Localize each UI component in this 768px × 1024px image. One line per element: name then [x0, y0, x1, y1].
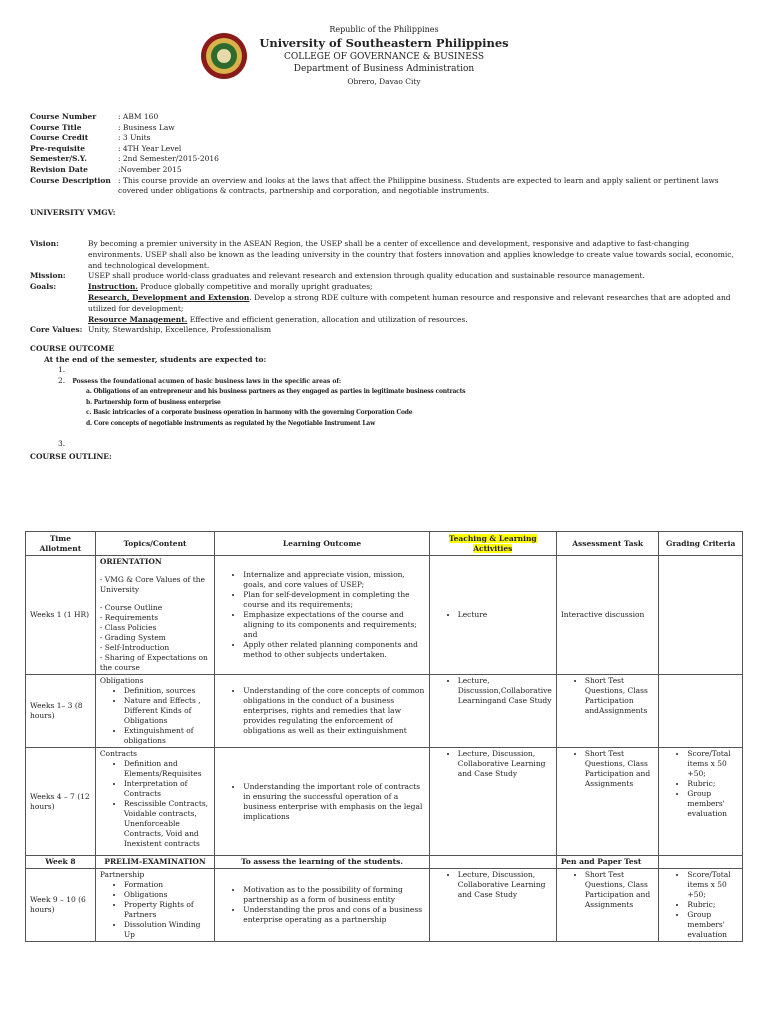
vmgv-section — [30, 239, 742, 336]
list-item: • Short Test Questions, Class Participation and Assignments — [585, 870, 655, 910]
goal-instruction — [88, 282, 742, 293]
col-header: Topics/Content — [95, 532, 214, 556]
core-values-label: Core Values: — [30, 325, 83, 335]
time-cell: Week 9 – 10 (6 hours) — [26, 869, 96, 942]
topic-line: - Grading System — [99, 633, 166, 642]
activity-cell — [429, 869, 556, 942]
mission-row — [30, 271, 742, 282]
course-outcome-intro: At the end of the semester, students are expected to: — [44, 354, 267, 364]
list-item: • Rubric; — [687, 900, 738, 910]
time-cell: Weeks 1 (1 HR) — [26, 556, 96, 675]
info-value: : Business Law — [118, 122, 175, 132]
table-row — [26, 748, 743, 856]
activity-cell — [429, 675, 556, 748]
activity-cell — [429, 856, 556, 869]
highlighted-header: Teaching & Learning Activities — [448, 533, 537, 553]
university-name: University of Southeastern Philippines — [259, 36, 509, 50]
info-label: Revision Date — [30, 164, 88, 174]
spacer — [30, 315, 88, 326]
topic-head: Contracts — [99, 749, 138, 758]
info-row — [30, 144, 742, 155]
info-label: Semester/S.Y. — [30, 154, 87, 164]
grading-cell — [659, 869, 743, 942]
info-row — [30, 112, 742, 123]
info-label: Course Number — [30, 112, 97, 121]
goal-instruction-text: Produce globally competitive and morally upright graduates; — [138, 282, 373, 292]
outcome-cell — [215, 675, 429, 748]
core-values-text: Unity, Stewardship, Excellence, Professionalism — [88, 325, 271, 335]
list-item: • Lecture — [458, 610, 552, 620]
outcome-cell: To assess the learning of the students. — [215, 856, 429, 869]
vision-label: Vision: — [30, 239, 59, 248]
grading-cell — [659, 675, 743, 748]
outcome-cell — [215, 748, 429, 856]
col-header: Time Allotment — [26, 532, 96, 556]
info-label: Course Title — [30, 122, 82, 132]
list-item: • Short Test Questions, Class Participation andAssignments — [585, 676, 655, 716]
list-item: • Nature and Effects , Different Kinds of Obligations — [124, 696, 210, 726]
info-value: : 2nd Semester/2015-2016 — [118, 154, 219, 164]
info-value: : ABM 160 — [118, 112, 159, 121]
grading-cell — [659, 856, 743, 869]
outcome-sub-a: a. Obligations of an entrepreneur and his business partners as they engaged as parties in legitimate business contracts — [86, 388, 466, 395]
time-cell: Weeks 1– 3 (8 hours) — [26, 675, 96, 748]
goal-rde-row — [30, 293, 742, 315]
topic-head: Partnership — [99, 870, 145, 879]
list-item: • Definition, sources — [124, 686, 210, 696]
info-row — [30, 133, 742, 144]
col-header: Learning Outcome — [215, 532, 429, 556]
list-item: • Interpretation of Contracts — [124, 779, 210, 799]
list-item: • Understanding the important role of contracts in ensuring the successful operation of a business enterprise with emphasis on the legal implications — [243, 782, 424, 822]
time-cell: Week 8 — [26, 856, 96, 869]
college-name: COLLEGE OF GOVERNANCE & BUSINESS — [283, 52, 485, 62]
list-item: • Score/Total items x 50 +50; — [687, 870, 738, 900]
info-label: Pre-requisite — [30, 143, 86, 153]
topic-cell — [95, 556, 214, 675]
outcome-item-2-text: Possess the foundational acumen of basic business laws in the specific areas of: — [72, 377, 342, 385]
list-item: • Definition and Elements/Requisites — [124, 759, 210, 779]
list-item: • Understanding the pros and cons of a business enterprise operating as a partnership — [243, 905, 424, 925]
col-header — [429, 532, 556, 556]
course-outcome-title: COURSE OUTCOME — [30, 344, 115, 353]
list-item: • Group members' evaluation — [687, 789, 738, 819]
list-item: • Dissolution Winding Up — [124, 920, 210, 940]
outcome-item-1: 1. — [58, 365, 66, 374]
goal-rm-row — [30, 315, 742, 326]
list-item: • Score/Total items x 50 +50; — [687, 749, 738, 779]
table-row — [26, 856, 743, 869]
outcome-sub-d: d. Core concepts of negotiable instruments as regulated by the Negotiable Instrument Law — [86, 419, 376, 427]
col-header: Assessment Task — [556, 532, 659, 556]
topic-cell — [95, 748, 214, 856]
course-outcome-section — [30, 344, 742, 450]
core-values-row — [30, 325, 742, 336]
course-outline-table — [25, 531, 743, 942]
topic-line: - Sharing of Expectations on the course — [99, 653, 208, 672]
topic-line: - Course Outline — [99, 603, 163, 612]
outcome-sub-c: c. Basic intricacies of a corporate business operation in harmony with the governing Corporation Code — [86, 409, 413, 416]
list-item: • Extinguishment of obligations — [124, 726, 210, 746]
assessment-cell: Pen and Paper Test — [556, 856, 659, 869]
grading-cell — [659, 556, 743, 675]
info-row — [30, 123, 742, 134]
table-row — [26, 869, 743, 942]
goal-rm-head: Resource Management. — [88, 314, 188, 324]
list-item: • Lecture, Discussion, Collaborative Learning and Case Study — [458, 870, 552, 900]
col-header: Grading Criteria — [659, 532, 743, 556]
list-item: • Property Rights of Partners — [124, 900, 210, 920]
table-header-row — [26, 532, 743, 556]
topic-cell: PRELIM-EXAMINATION — [95, 856, 214, 869]
list-item: • Motivation as to the possibility of forming partnership as a form of business entity — [243, 885, 424, 905]
course-outline-title: COURSE OUTLINE: — [30, 452, 112, 461]
list-item: • Emphasize expectations of the course and aligning to its components and requirements; and — [243, 610, 424, 640]
list-item: • Plan for self-development in completing the course and its requirements; — [243, 590, 424, 610]
goal-rde — [88, 293, 742, 315]
info-label: Course Description — [30, 175, 111, 185]
topic-head: Obligations — [99, 676, 144, 685]
assessment-cell: Interactive discussion — [556, 556, 659, 675]
list-item: • Lecture, Discussion,Collaborative Learningand Case Study — [458, 676, 552, 706]
outcome-sub-b: b. Partnership form of business enterprise — [86, 398, 221, 406]
list-item: • Group members' evaluation — [687, 910, 738, 940]
topic-cell — [95, 675, 214, 748]
info-row — [30, 176, 742, 197]
outcome-item-2 — [30, 376, 742, 388]
outcome-cell — [215, 869, 429, 942]
department-name: Department of Business Administration — [293, 64, 475, 74]
outcome-item-3: 3. — [58, 439, 66, 448]
list-item: • Understanding of the core concepts of common obligations in the conduct of a business enterprises, rights and remedies that law provides regulating the enforcement of obligations as well as their extinguishment — [243, 686, 424, 736]
list-item: • Short Test Questions, Class Participation and Assignments — [585, 749, 655, 789]
spacer — [30, 293, 88, 315]
goal-instruction-head: Instruction. — [88, 282, 138, 292]
info-value: : This course provide an overview and looks at the laws that affect the Philippine business. Students are expected to learn and apply salient or pertinent laws covered under obligations & contracts, partnership and corporation, and negotiable instruments. — [118, 175, 719, 196]
goal-rde-text: . Develop a strong RDE culture with competent human resource and responsive and relevant researches that are adopted and utilized for development; — [88, 292, 731, 313]
list-item: • Obligations — [124, 890, 210, 900]
topic-line: - VMG & Core Values of the University — [99, 575, 205, 594]
time-cell: Weeks 4 – 7 (12 hours) — [26, 748, 96, 856]
list-item: • Apply other related planning components and method to other subjects undertaken. — [243, 640, 424, 660]
goal-rm-text: Effective and efficient generation, allocation and utilization of resources. — [187, 314, 468, 324]
info-value: : 4TH Year Level — [118, 143, 182, 153]
vision-text: By becoming a premier university in the ASEAN Region, the USEP shall be a center of excellence and development, responsive and adaptive to fast-changing environments. USEP shall also be known as the leading university in the country that fosters innovation and applies knowledge to create value towards social, economic, and technological development. — [88, 239, 734, 270]
grading-cell — [659, 748, 743, 856]
outcome-cell — [215, 556, 429, 675]
assessment-cell — [556, 869, 659, 942]
list-item: • Lecture, Discussion, Collaborative Learning and Case Study — [458, 749, 552, 779]
list-item: • Internalize and appreciate vision, mission, goals, and core values of USEP; — [243, 570, 424, 590]
document-header — [0, 24, 768, 89]
vmgv-title: UNIVERSITY VMGV: — [30, 208, 116, 217]
info-value: :November 2015 — [118, 164, 182, 174]
vision-row — [30, 239, 742, 271]
topic-line: - Requirements — [99, 613, 159, 622]
info-label: Course Credit — [30, 133, 89, 143]
goals-row — [30, 282, 742, 293]
topic-cell — [95, 869, 214, 942]
info-row — [30, 165, 742, 176]
list-item: • Rubric; — [687, 779, 738, 789]
table-row — [26, 675, 743, 748]
activity-cell — [429, 556, 556, 675]
assessment-cell — [556, 748, 659, 856]
republic-line: Republic of the Philippines — [329, 25, 439, 34]
topic-head: ORIENTATION — [99, 557, 162, 566]
course-info — [30, 112, 742, 197]
mission-text: USEP shall produce world-class graduates and relevant research and extension through quality education and sustainable resource management. — [88, 271, 645, 281]
topic-line: - Self-Introduction — [99, 643, 170, 652]
topic-line: - Class Policies — [99, 623, 157, 632]
city-line: Obrero, Davao City — [347, 77, 421, 86]
goal-rde-head: Research, Development and Extension — [88, 292, 250, 302]
info-row — [30, 154, 742, 165]
list-item: • Rescissible Contracts, Voidable contracts, Unenforceable Contracts, Void and Inexistent contracts — [124, 799, 210, 849]
activity-cell — [429, 748, 556, 856]
outcome-item-2-num: 2. — [58, 375, 66, 385]
goal-rm — [88, 315, 742, 326]
info-value: : 3 Units — [118, 133, 151, 143]
list-item: • Formation — [124, 880, 210, 890]
goals-label: Goals: — [30, 282, 57, 292]
table-row — [26, 556, 743, 675]
assessment-cell — [556, 675, 659, 748]
mission-label: Mission: — [30, 271, 66, 281]
